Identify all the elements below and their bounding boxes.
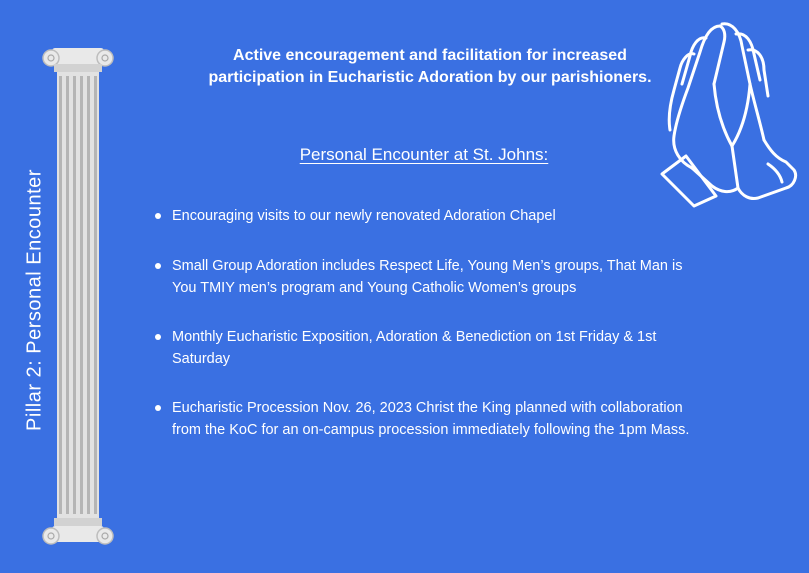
headline: Active encouragement and facilitation for increased participation in Eucharistic Adoration by our parishioners. <box>208 47 652 86</box>
list-item: Monthly Eucharistic Exposition, Adoration & Benediction on 1st Friday & 1st Saturday <box>150 326 695 370</box>
praying-hands-icon <box>660 18 800 208</box>
bullet-list <box>150 205 695 441</box>
greek-column-icon <box>42 48 114 548</box>
list-item: Small Group Adoration includes Respect Life, Young Men’s groups, That Man is You TMIY men’s program and Young Catholic Women’s groups <box>150 255 695 299</box>
pillar-title: Pillar 2: Personal Encounter <box>23 169 46 431</box>
list-item: Eucharistic Procession Nov. 26, 2023 Christ the King planned with collaboration from the KoC for an on-campus procession immediately following the 1pm Mass. <box>150 397 695 441</box>
subheading: Personal Encounter at St. Johns: <box>299 145 549 164</box>
list-item: Encouraging visits to our newly renovated Adoration Chapel <box>150 205 695 227</box>
